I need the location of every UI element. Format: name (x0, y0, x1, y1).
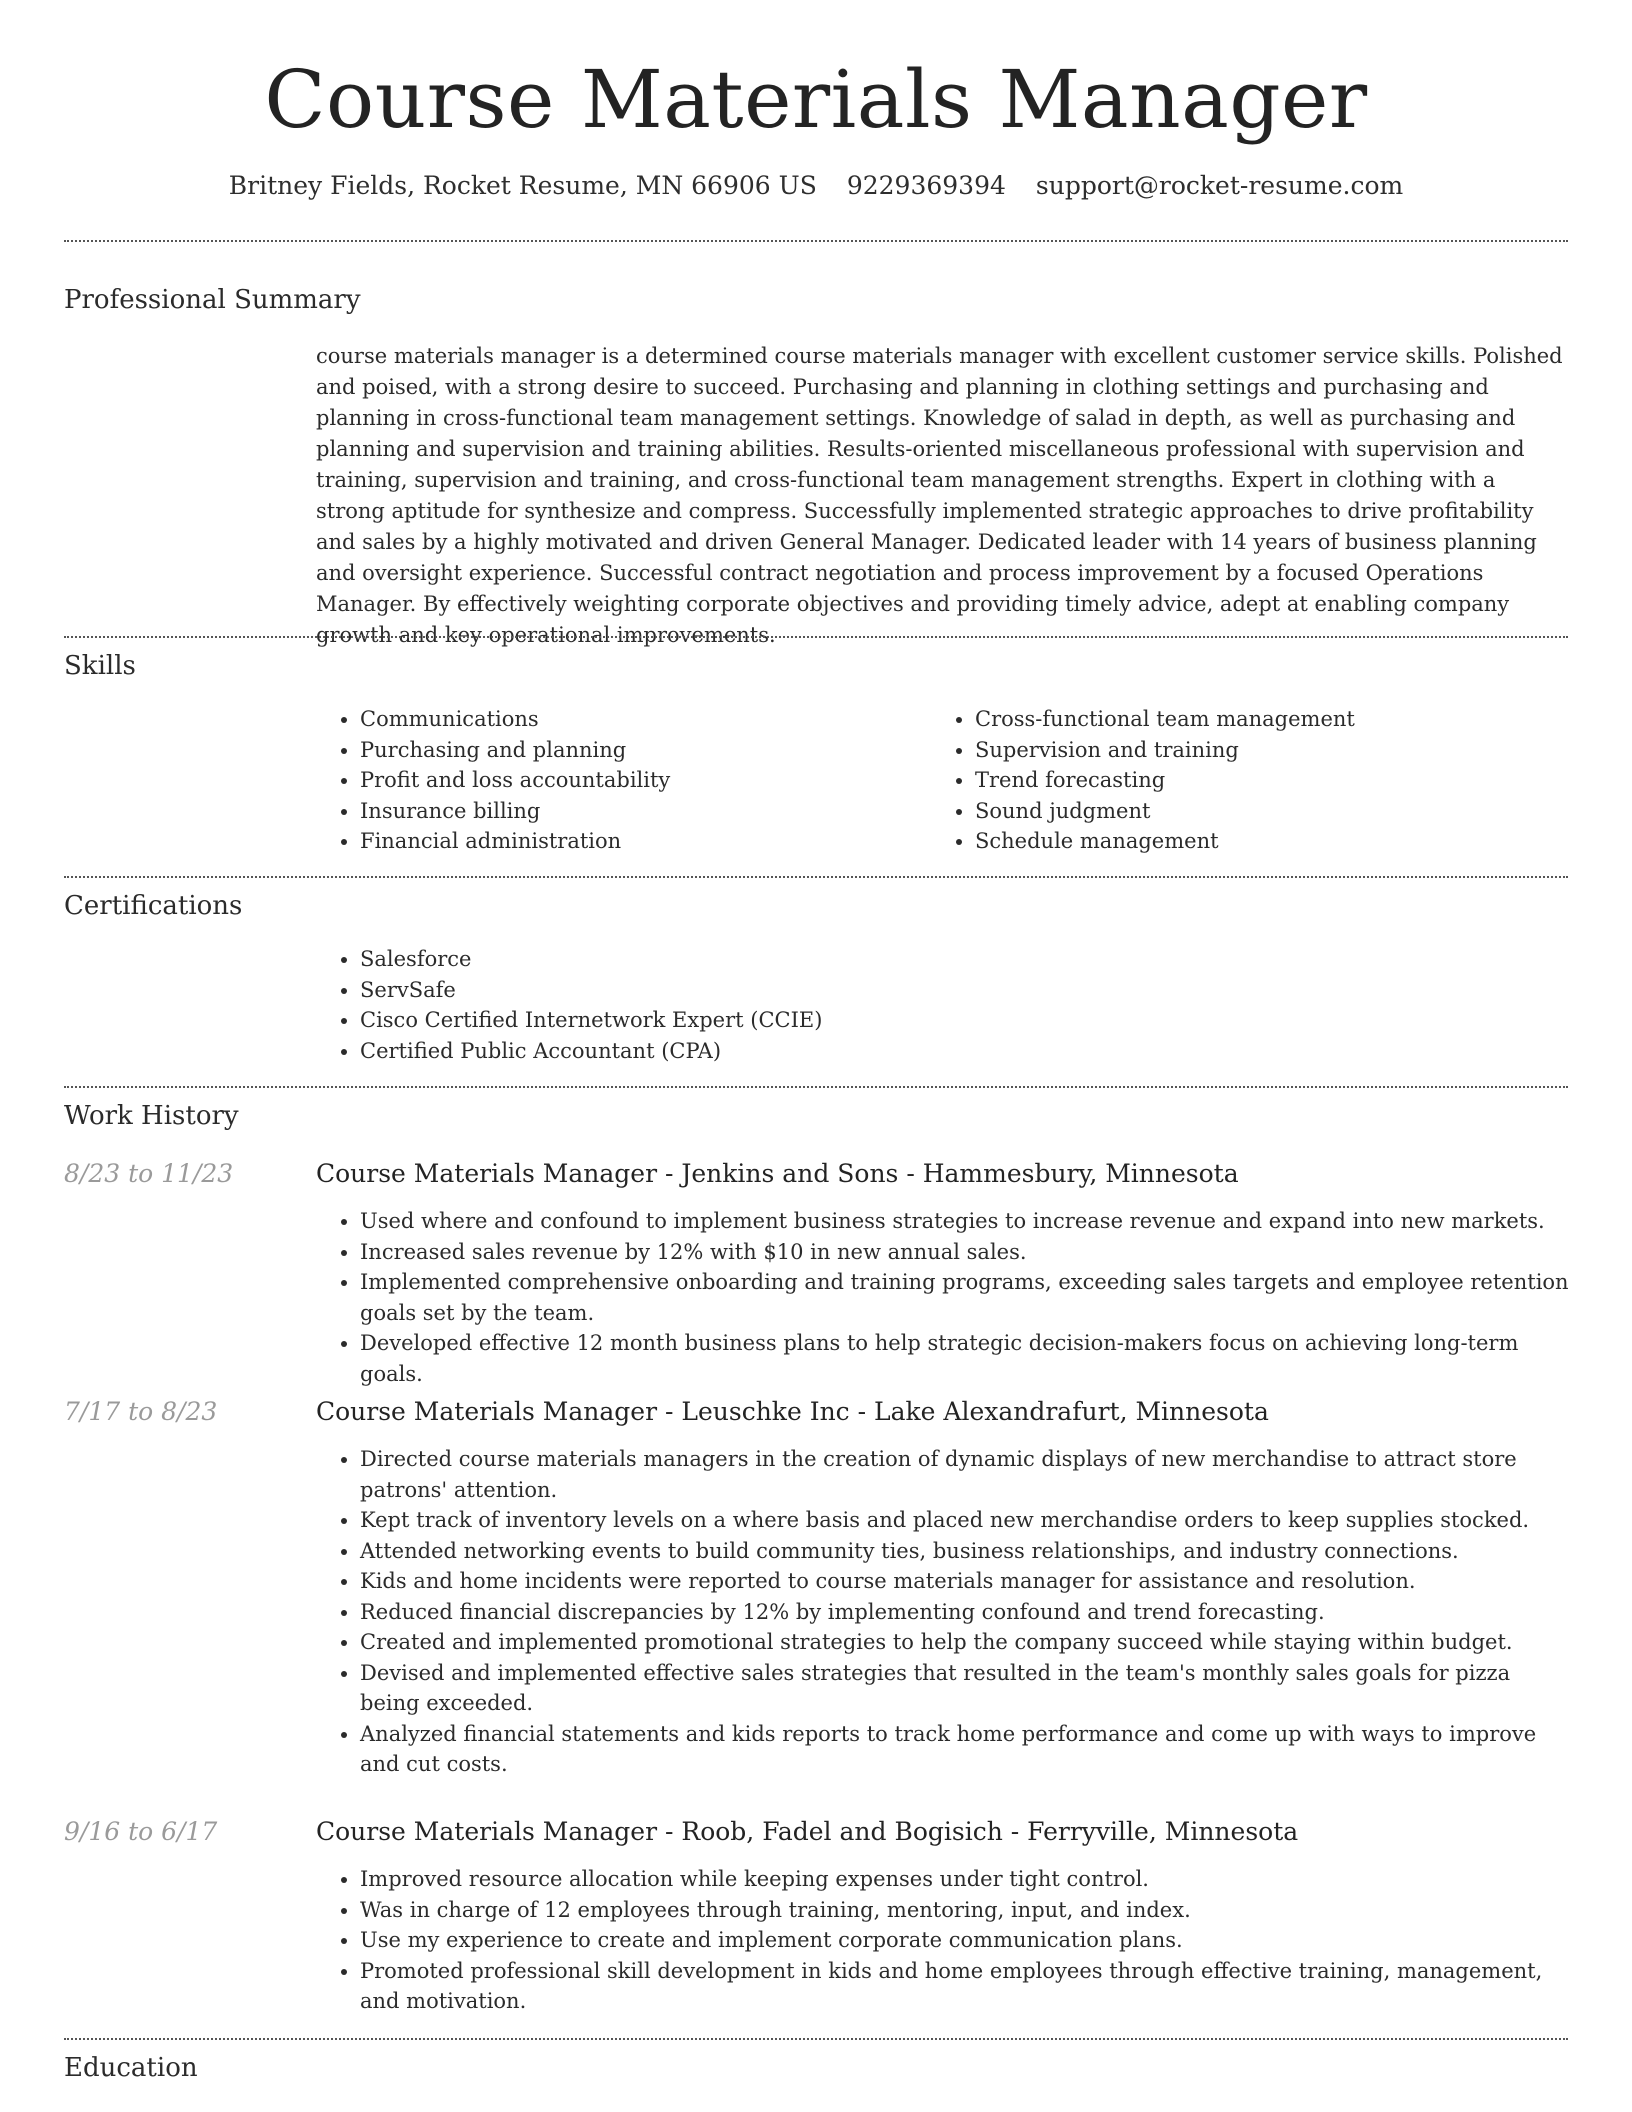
job-bullets (316, 1864, 1570, 2017)
job-bullet: • Developed effective 12 month business plans to help strategic decision-makers focus on achieving long-term goals. (360, 1328, 1570, 1389)
certification-item: • Certified Public Accountant (CPA) (360, 1036, 1570, 1067)
job-bullet: • Reduced financial discrepancies by 12% by implementing confound and trend forecasting. (360, 1597, 1570, 1628)
summary-text: course materials manager is a determined course materials manager with excellent customer service skills. Polished and poised, with a strong desire to succeed. Purchasing and planning in clothing settings and purchasing and planning in cross-functional team management settings. Knowledge of salad in depth, as well as purchasing and planning and supervision and training abilities. Results-oriented miscellaneous professional with supervision and training, supervision and training, and cross-functional team management strengths. Expert in clothing with a strong aptitude for synthesize and compress. Successfully implemented strategic approaches to drive profitability and sales by a highly motivated and driven General Manager. Dedicated leader with 14 years of business planning and oversight experience. Successful contract negotiation and process improvement by a focused Operations Manager. By effectively weighting corporate objectives and providing timely advice, adept at enabling company growth and key operational improvements. (316, 344, 1563, 647)
skill-item: • Profit and loss accountability (360, 765, 916, 796)
job-bullet: • Directed course materials managers in the creation of dynamic displays of new merchandise to attract store patrons' attention. (360, 1444, 1570, 1505)
skill-item: • Insurance billing (360, 796, 916, 827)
divider (64, 636, 1568, 638)
skills-column-right (931, 704, 1531, 857)
job-title: Course Materials Manager - Roob, Fadel and Bogisich - Ferryville, Minnesota (316, 1817, 1299, 1846)
skill-item: • Financial administration (360, 826, 916, 857)
divider (64, 2038, 1568, 2040)
job-bullet: • Promoted professional skill development in kids and home employees through effective training, management, and motivation. (360, 1956, 1570, 2017)
job-bullet: • Use my experience to create and implement corporate communication plans. (360, 1925, 1570, 1956)
skill-item: • Purchasing and planning (360, 735, 916, 766)
section-heading-certifications: Certifications (64, 891, 243, 921)
summary-block (316, 341, 1570, 651)
certification-item: • Salesforce (360, 944, 1570, 975)
certification-item: • Cisco Certified Internetwork Expert (CCIE) (360, 1005, 1570, 1036)
contact-email[interactable]: support@rocket-resume.com (1035, 171, 1404, 200)
job-bullet: • Increased sales revenue by 12% with $10 in new annual sales. (360, 1237, 1570, 1268)
skill-item: • Communications (360, 704, 916, 735)
skill-item: • Schedule management (975, 826, 1531, 857)
section-heading-education: Education (64, 2053, 198, 2083)
job-bullet: • Kept track of inventory levels on a where basis and placed new merchandise orders to keep supplies stocked. (360, 1505, 1570, 1536)
job-dates: 8/23 to 11/23 (64, 1159, 234, 1188)
contact-phone: 9229369394 (846, 171, 1006, 200)
divider (64, 1086, 1568, 1088)
divider (64, 876, 1568, 878)
job-bullet: • Used where and confound to implement business strategies to increase revenue and expand into new markets. (360, 1206, 1570, 1237)
job-bullet: • Analyzed financial statements and kids reports to track home performance and come up with ways to improve and cut costs. (360, 1719, 1570, 1780)
skills-column-left (316, 704, 916, 857)
certifications-list (316, 944, 1570, 1066)
skill-item: • Trend forecasting (975, 765, 1531, 796)
job-bullet: • Kids and home incidents were reported to course materials manager for assistance and resolution. (360, 1566, 1570, 1597)
job-bullet: • Created and implemented promotional strategies to help the company succeed while staying within budget. (360, 1627, 1570, 1658)
resume-title: Course Materials Manager (264, 53, 1368, 146)
certification-item: • ServSafe (360, 975, 1570, 1006)
job-bullets (316, 1206, 1570, 1389)
job-bullet: • Was in charge of 12 employees through training, mentoring, input, and index. (360, 1895, 1570, 1926)
skill-item: • Cross-functional team management (975, 704, 1531, 735)
job-bullet: • Implemented comprehensive onboarding and training programs, exceeding sales targets and employee retention goals set by the team. (360, 1267, 1570, 1328)
job-bullet: • Devised and implemented effective sales strategies that resulted in the team's monthly sales goals for pizza being exceeded. (360, 1658, 1570, 1719)
job-dates: 7/17 to 8/23 (64, 1397, 218, 1426)
section-heading-skills: Skills (64, 651, 136, 681)
job-bullet: • Attended networking events to build community ties, business relationships, and industry connections. (360, 1536, 1570, 1567)
skill-item: • Supervision and training (975, 735, 1531, 766)
job-bullets (316, 1444, 1570, 1780)
contact-address: Britney Fields, Rocket Resume, MN 66906 US (228, 171, 817, 200)
skill-item: • Sound judgment (975, 796, 1531, 827)
divider (64, 240, 1568, 242)
contact-line (0, 168, 1632, 204)
section-heading-work: Work History (64, 1101, 239, 1131)
job-title: Course Materials Manager - Jenkins and Sons - Hammesbury, Minnesota (316, 1159, 1239, 1188)
section-heading-summary: Professional Summary (64, 285, 361, 315)
job-bullet: • Improved resource allocation while keeping expenses under tight control. (360, 1864, 1570, 1895)
job-dates: 9/16 to 6/17 (64, 1817, 218, 1846)
job-title: Course Materials Manager - Leuschke Inc - Lake Alexandrafurt, Minnesota (316, 1397, 1269, 1426)
